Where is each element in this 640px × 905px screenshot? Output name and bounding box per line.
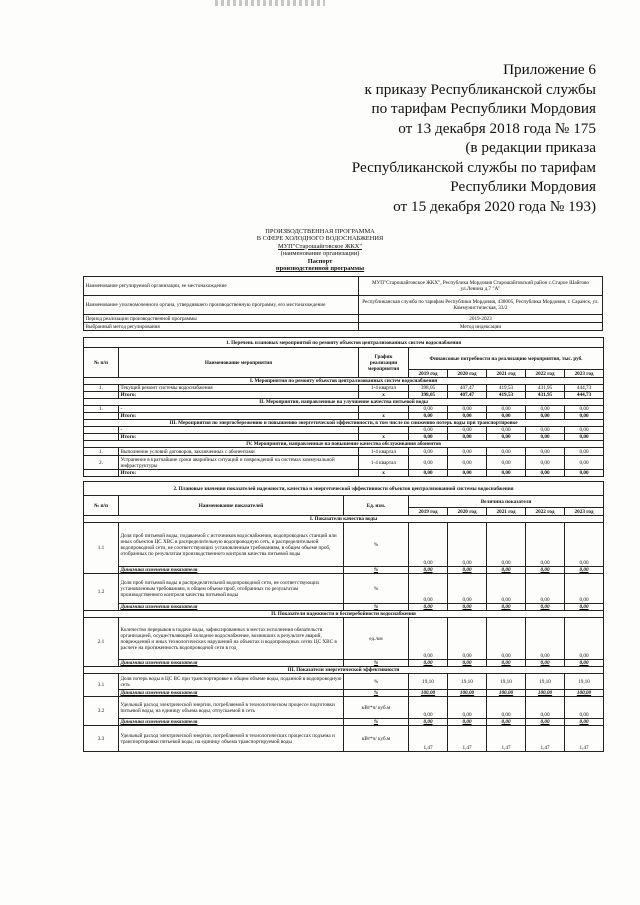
row-schedule — [359, 406, 409, 413]
dynamics-row — [84, 690, 604, 697]
dynamics-label: Динамика изменения показателя — [119, 660, 344, 667]
row-value: 0,00 — [409, 618, 448, 660]
dynamics-row — [84, 660, 604, 667]
row-value: 1,47 — [526, 726, 565, 752]
total-row — [84, 470, 604, 477]
row-value: 19,10 — [526, 674, 565, 690]
table-row — [84, 277, 603, 296]
row-unit: % — [344, 690, 409, 697]
section-title: II. Показатели надежности и бесперебойности водоснабжения — [84, 611, 604, 618]
row-value: 0,00 — [526, 604, 565, 611]
row-value: 1,47 — [448, 726, 487, 752]
section-row — [84, 420, 604, 427]
row-name: Устранение в кратчайшие сроки аварийных ситуаций и повреждений на системах коммунальной инфраструктуры — [119, 456, 359, 470]
total-row — [84, 392, 604, 399]
passport-subheading: производственной программы — [275, 265, 365, 273]
total-label: Итого: — [119, 434, 359, 441]
row-value: 0,00 — [565, 413, 604, 420]
row-value: 1,47 — [487, 726, 526, 752]
appendix-line: Приложение 6 — [503, 61, 596, 78]
row-value: 0,00 — [487, 434, 526, 441]
row-name: Количество перерывов в подаче воды, зафиксированных в местах исполнения обязательств организацией, осуществляющей холодное водоснабжение, возникших в результате аварий, повреждений и иных технологических нарушений на объектах и водопроводных сетях ЦС ХВС в расчете на протяженность водопроводной сети в год — [119, 618, 344, 660]
dynamics-row — [84, 719, 604, 726]
table-row — [84, 427, 604, 434]
dynamics-label: Динамика изменения показателя — [119, 690, 344, 697]
appendix-line: Республиканской службы по тарифам — [351, 158, 596, 176]
row-value: 0,00 — [526, 567, 565, 574]
year-header: 2019 год — [409, 370, 448, 378]
row-value: 0,00 — [565, 719, 604, 726]
row-value: 19,10 — [565, 674, 604, 690]
row-value: 0,00 — [487, 470, 526, 477]
dynamics-label: Динамика изменения показателя — [119, 567, 344, 574]
table-row — [84, 315, 603, 323]
row-unit: кВт*ч/ куб.м — [344, 726, 409, 752]
row-value: 0,00 — [448, 413, 487, 420]
row-value: 0,00 — [409, 470, 448, 477]
row-value: 0,00 — [409, 604, 448, 611]
indicators-table — [83, 481, 604, 752]
row-name: Выполнение условий договоров, заключенных с абонентами — [119, 448, 359, 456]
organization-caption: (наименование организации) — [280, 250, 360, 258]
total-row — [84, 413, 604, 420]
row-value: 100,00 — [565, 690, 604, 697]
passport-table — [83, 276, 603, 331]
column-header: Наименование мероприятия — [119, 348, 359, 378]
row-value: 0,00 — [448, 574, 487, 604]
row-value: 0,00 — [565, 697, 604, 719]
passport-label: Наименование уполномоченного органа, утвердившего производственную программу, его местонахождение — [84, 296, 359, 315]
row-value: 0,00 — [448, 660, 487, 667]
table-row — [84, 726, 604, 752]
row-value: 0,00 — [448, 604, 487, 611]
row-value: 0,00 — [448, 470, 487, 477]
table-header-row — [84, 496, 604, 508]
row-value: 0,00 — [409, 567, 448, 574]
row-value: 0,00 — [487, 427, 526, 434]
row-value: 0,00 — [487, 567, 526, 574]
row-value: 419,53 — [487, 392, 526, 399]
section-row — [84, 441, 604, 448]
row-value: 0,00 — [448, 427, 487, 434]
row-value: 0,00 — [409, 427, 448, 434]
row-value: 0,00 — [526, 697, 565, 719]
column-header: Величина показателя — [409, 496, 604, 508]
row-value: 0,00 — [487, 697, 526, 719]
row-value: 0,00 — [526, 719, 565, 726]
row-value: 0,00 — [448, 697, 487, 719]
total-label: Итого: — [119, 413, 359, 420]
section-row — [84, 611, 604, 618]
row-schedule: 1-4 квартал — [359, 448, 409, 456]
passport-label: Наименование регулируемой организации, ее местонахождение — [84, 277, 359, 296]
row-name: - — [119, 427, 359, 434]
row-value: 0,00 — [565, 406, 604, 413]
table-row — [84, 406, 604, 413]
appendix-line: от 13 декабря 2018 года № 175 — [398, 119, 596, 137]
year-header: 2022 год — [526, 370, 565, 378]
row-name: Доля потерь воды в ЦС ВС при транспортировке в общем объеме воды, поданной в водопроводную сеть — [119, 674, 344, 690]
row-value: 0,00 — [487, 574, 526, 604]
row-value: 0,00 — [526, 470, 565, 477]
column-header: № п/п — [84, 348, 119, 378]
row-value: 0,00 — [487, 456, 526, 470]
row-value: 0,00 — [448, 523, 487, 567]
passport-value: 2019-2023 — [359, 315, 603, 323]
program-title-line: ПРОИЗВОДСТВЕННАЯ ПРОГРАММА — [265, 228, 375, 235]
appendix-line: (в редакции приказа — [465, 139, 596, 156]
row-number: 2.1 — [84, 618, 119, 667]
row-value: 1,47 — [409, 726, 448, 752]
row-value: 0,00 — [448, 719, 487, 726]
dynamics-row — [84, 567, 604, 574]
total-label: Итого: — [119, 392, 359, 399]
year-header: 2020 год — [448, 508, 487, 516]
table-row — [84, 574, 604, 604]
row-value: 100,00 — [448, 690, 487, 697]
row-value: 0,00 — [487, 406, 526, 413]
row-number: 3.2 — [84, 697, 119, 726]
row-schedule: 1-4 квартал — [359, 385, 409, 392]
row-value: 0,00 — [526, 448, 565, 456]
scan-artifact — [215, 0, 325, 6]
table-row — [84, 618, 604, 660]
row-value: 0,00 — [409, 697, 448, 719]
row-name: Удельный расход электрической энергии, потребляемой в технологическом процессе подготовки питьевой воды, на единицу объема воды, отпускаемой в сеть — [119, 697, 344, 719]
row-value: 0,00 — [565, 567, 604, 574]
row-value: 1,47 — [565, 726, 604, 752]
table-row — [84, 482, 604, 496]
row-value: 0,00 — [487, 719, 526, 726]
row-schedule — [359, 427, 409, 434]
table-row — [84, 448, 604, 456]
row-value: 0,00 — [565, 448, 604, 456]
dynamics-label: Динамика изменения показателя — [119, 719, 344, 726]
row-number: 2. — [84, 456, 119, 470]
row-value: 0,00 — [526, 660, 565, 667]
row-number: 1. — [84, 448, 119, 456]
row-value: 0,00 — [487, 604, 526, 611]
row-value: 100,00 — [526, 690, 565, 697]
table-row — [84, 523, 604, 567]
passport-label: Выбранный метод регулирования — [84, 323, 359, 331]
appendix-header — [266, 60, 596, 216]
organization-name: МУП"Старошайговское ЖКХ" — [277, 242, 363, 250]
column-header: Ед. изм. — [344, 496, 409, 516]
row-value: 0,00 — [448, 448, 487, 456]
row-value: 0,00 — [487, 618, 526, 660]
section-row — [84, 378, 604, 385]
passport-value: Республиканская служба по тарифам Республики Мордовия, 430005, Республика Мордовия, г. Саранск, ул. Коммунистическая, 33/2 — [359, 296, 603, 315]
row-schedule: x — [359, 392, 409, 399]
passport-label: Период реализации производственной программы — [84, 315, 359, 323]
dynamics-label: Динамика изменения показателя — [119, 604, 344, 611]
year-header: 2021 год — [487, 508, 526, 516]
row-unit: % — [344, 660, 409, 667]
passport-value: Метод индексации — [359, 323, 603, 331]
row-value: 444,73 — [565, 385, 604, 392]
row-value: 0,00 — [409, 574, 448, 604]
row-name: - — [119, 406, 359, 413]
section-title: II. Мероприятия, направленные на улучшение качества питьевой воды — [84, 399, 604, 406]
table-row — [84, 456, 604, 470]
row-value: 0,00 — [448, 456, 487, 470]
row-value: 0,00 — [487, 413, 526, 420]
section-row — [84, 516, 604, 523]
row-value: 19,10 — [487, 674, 526, 690]
section-title: IV. Мероприятия, направленные на повышение качества обслуживания абонентов — [84, 441, 604, 448]
row-value: 0,00 — [565, 434, 604, 441]
row-value: 0,00 — [565, 618, 604, 660]
repair-measures-table — [83, 337, 604, 477]
row-value: 0,00 — [526, 434, 565, 441]
row-value: 398,05 — [409, 385, 448, 392]
row-number — [84, 427, 119, 434]
row-unit: кВт*ч/ куб.м — [344, 697, 409, 719]
row-value: 0,00 — [526, 574, 565, 604]
row-name: Текущий ремонт системы водоснабжения — [119, 385, 359, 392]
row-value: 0,00 — [526, 523, 565, 567]
row-value: 0,00 — [565, 574, 604, 604]
column-header: Наименование показателей — [119, 496, 344, 516]
row-schedule: x — [359, 434, 409, 441]
row-value: 0,00 — [565, 456, 604, 470]
row-unit: % — [344, 574, 409, 604]
row-number: 1. — [84, 385, 119, 392]
table-row — [84, 296, 603, 315]
table-title: 2. Плановые значения показателей надежности, качества и энергетической эффективности объектов централизованной системы водоснабжения — [84, 482, 604, 496]
row-schedule: x — [359, 413, 409, 420]
row-value: 0,00 — [409, 660, 448, 667]
row-value: 0,00 — [409, 456, 448, 470]
row-value: 431,95 — [526, 385, 565, 392]
section-title: I. Показатели качества воды — [84, 516, 604, 523]
program-sheet — [83, 270, 603, 752]
appendix-line: Республики Мордовия — [450, 178, 596, 195]
appendix-line: к приказу Республиканской службы — [364, 80, 596, 98]
year-header: 2021 год — [487, 370, 526, 378]
year-header: 2023 год — [565, 370, 604, 378]
appendix-line: от 15 декабря 2020 года № 193) — [393, 197, 596, 215]
section-title: I. Мероприятия по ремонту объектов централизованных систем водоснабжения — [84, 378, 604, 385]
passport-value: МУП"Старошайговское ЖКХ", Республика Мордовия Старошайговский район с.Старое Шайгово ул.Ленина д.7 "А" — [359, 277, 603, 296]
table-row — [84, 674, 604, 690]
row-value: 19,10 — [448, 674, 487, 690]
row-unit: % — [344, 719, 409, 726]
total-row — [84, 434, 604, 441]
year-header: 2019 год — [409, 508, 448, 516]
column-header: Финансовые потребности на реализацию мероприятия, тыс. руб. — [409, 348, 604, 370]
year-header: 2020 год — [448, 370, 487, 378]
row-value: 0,00 — [487, 523, 526, 567]
passport-heading: Паспорт — [307, 257, 333, 265]
row-value: 431,95 — [526, 392, 565, 399]
row-value: 0,00 — [409, 523, 448, 567]
dynamics-row — [84, 604, 604, 611]
row-number: 3.3 — [84, 726, 119, 752]
row-value: 0,00 — [526, 618, 565, 660]
row-value: 19,10 — [409, 674, 448, 690]
row-value: 398,05 — [409, 392, 448, 399]
row-value: 0,00 — [448, 618, 487, 660]
row-unit: % — [344, 523, 409, 567]
column-header: № п/п — [84, 496, 119, 516]
row-number: 1.2 — [84, 574, 119, 611]
row-schedule: x — [359, 470, 409, 477]
table-title: 1. Перечень плановых мероприятий по ремонту объектов централизованных систем водоснабжения — [84, 338, 604, 348]
row-value: 0,00 — [448, 434, 487, 441]
row-value: 0,00 — [487, 660, 526, 667]
row-value: 0,00 — [409, 413, 448, 420]
row-schedule: 1-4 квартал — [359, 456, 409, 470]
row-value: 0,00 — [409, 719, 448, 726]
year-header: 2023 год — [565, 508, 604, 516]
program-title-line: В СФЕРЕ ХОЛОДНОГО ВОДОСНАБЖЕНИЯ — [256, 235, 384, 243]
program-title — [0, 228, 640, 272]
row-value: 0,00 — [565, 470, 604, 477]
row-value: 100,00 — [409, 690, 448, 697]
table-row — [84, 323, 603, 331]
row-value: 0,00 — [487, 448, 526, 456]
row-value: 100,00 — [487, 690, 526, 697]
section-row — [84, 399, 604, 406]
table-header-row — [84, 348, 604, 370]
appendix-line: по тарифам Республики Мордовия — [371, 100, 596, 117]
table-row — [84, 338, 604, 348]
row-value: 0,00 — [565, 604, 604, 611]
row-value: 0,00 — [526, 456, 565, 470]
row-value: 419,53 — [487, 385, 526, 392]
row-number: 1. — [84, 406, 119, 413]
row-name: Доля проб питьевой воды, подаваемой с источников водоснабжения, водопроводных станций или иных объектов ЦС ХВС в распределительную водопроводную сеть, в распределительной водопроводной сети, не соответствующих установленным требованиям, в общем объеме проб, отобранных по результатам производственного контроля качества питьевой воды — [119, 523, 344, 567]
row-unit: ед./км — [344, 618, 409, 660]
section-title: III. Мероприятия по энергосбережению и повышению энергетической эффективности, в том числе по снижению потерь воды при транспортировке — [84, 420, 604, 427]
row-name: Удельный расход электрической энергии, потребляемой в технологических процессах подъема и транспортировки питьевой воды, на единицу объема транспортируемой воды — [119, 726, 344, 752]
row-value: 0,00 — [526, 427, 565, 434]
table-row — [84, 385, 604, 392]
row-value: 407,47 — [448, 392, 487, 399]
row-value: 444,73 — [565, 392, 604, 399]
row-unit: % — [344, 604, 409, 611]
row-value: 0,00 — [448, 406, 487, 413]
row-number: 3.1 — [84, 674, 119, 697]
section-row — [84, 667, 604, 674]
row-value: 0,00 — [526, 406, 565, 413]
section-title: III. Показатели энергетической эффективности — [84, 667, 604, 674]
row-value: 0,00 — [448, 567, 487, 574]
row-name: Доля проб питьевой воды в распределительной водопроводной сети, не соответствующих установленным требованиям, в общем объеме проб, отобранных по результатам производственного контроля качества питьевой воды — [119, 574, 344, 604]
row-value: 407,47 — [448, 385, 487, 392]
row-unit: % — [344, 674, 409, 690]
row-number: 1.1 — [84, 523, 119, 574]
row-value: 0,00 — [409, 448, 448, 456]
column-header: График реализации мероприятия — [359, 348, 409, 378]
row-unit: % — [344, 567, 409, 574]
table-row — [84, 697, 604, 719]
row-value: 0,00 — [565, 427, 604, 434]
row-value: 0,00 — [565, 660, 604, 667]
row-value: 0,00 — [565, 523, 604, 567]
row-value: 0,00 — [409, 406, 448, 413]
row-value: 0,00 — [409, 434, 448, 441]
year-header: 2022 год — [526, 508, 565, 516]
row-value: 0,00 — [526, 413, 565, 420]
total-label: Итого: — [119, 470, 359, 477]
